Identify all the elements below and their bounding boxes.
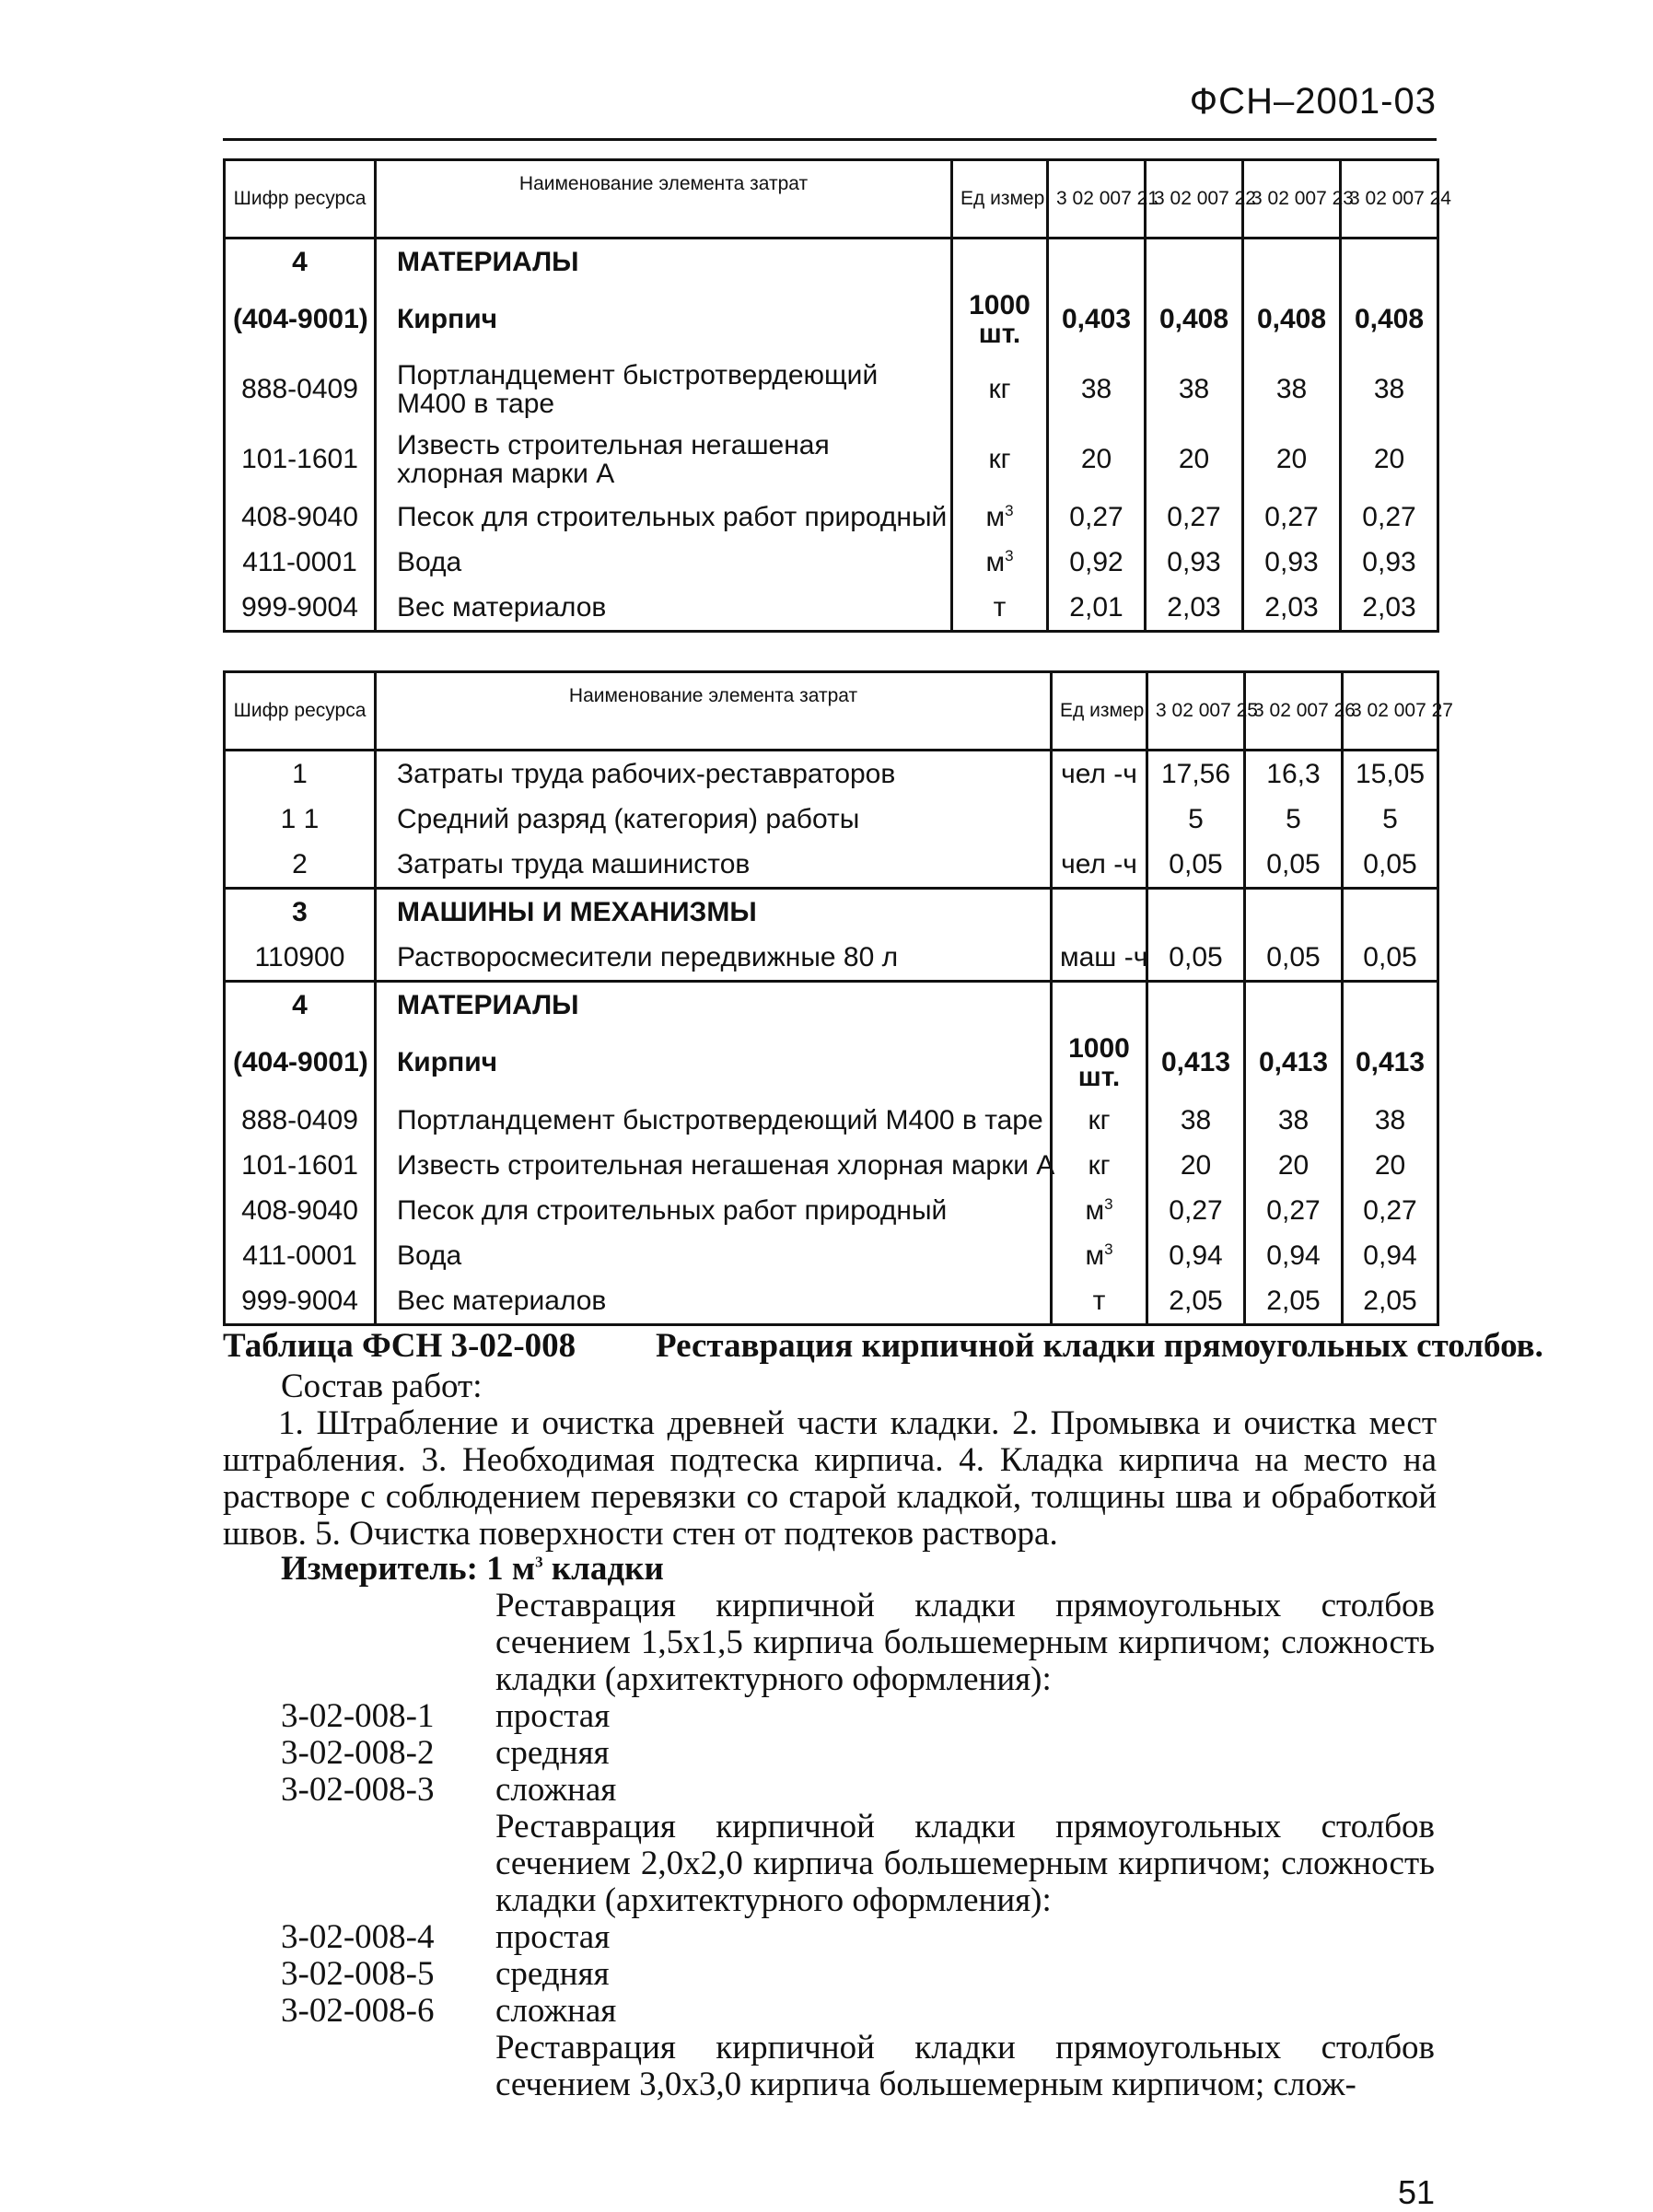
header-name: Наименование элемента затрат — [376, 160, 952, 239]
row-value: 0,408 — [1243, 285, 1341, 355]
row-value: 0,05 — [1245, 842, 1343, 889]
row-value: 2,01 — [1048, 585, 1146, 632]
row-code: 999-9004 — [225, 585, 376, 632]
row-value: 5 — [1245, 797, 1343, 842]
row-name: Портландцемент быстротвердеющий М400 в таре — [376, 355, 952, 425]
unit-superscript: 3 — [1104, 1240, 1113, 1258]
row-code: 4 — [225, 982, 376, 1029]
row-code: (404-9001) — [225, 285, 376, 355]
row-unit: чел -ч — [1052, 842, 1147, 889]
row-value: 0,27 — [1243, 495, 1341, 540]
measure-label: Измеритель: 1 м — [281, 1550, 536, 1588]
row-value — [1243, 239, 1341, 285]
item-name: сложная — [495, 1992, 617, 2030]
row-value — [1245, 982, 1343, 1029]
row-value — [1343, 982, 1438, 1029]
row-value: 0,27 — [1147, 1188, 1245, 1233]
composition-label: Состав работ: — [281, 1368, 483, 1405]
page-number: 51 — [1398, 2173, 1436, 2211]
unit-superscript: 3 — [1104, 1194, 1113, 1213]
unit-text: м — [1085, 1240, 1105, 1271]
row-name: МАШИНЫ И МЕХАНИЗМЫ — [376, 889, 1052, 936]
row-value — [1343, 889, 1438, 936]
row-unit — [952, 540, 1048, 585]
row-value: 2,05 — [1245, 1278, 1343, 1325]
row-unit: 1000 шт. — [952, 285, 1048, 355]
row-value: 0,05 — [1343, 842, 1438, 889]
table-row — [225, 982, 1438, 1029]
table-header-row — [225, 160, 1438, 239]
row-code: 411-0001 — [225, 540, 376, 585]
table-header-row — [225, 672, 1438, 751]
row-value: 0,05 — [1343, 935, 1438, 982]
row-code: 2 — [225, 842, 376, 889]
row-unit: кг — [952, 425, 1048, 495]
measure-line — [281, 1551, 664, 1588]
row-code: 1 — [225, 751, 376, 797]
table-row — [225, 935, 1438, 982]
table-row — [225, 495, 1438, 540]
resource-table-1 — [223, 158, 1451, 633]
description-1: Реставрация кирпичной кладки прямоугольных столбов сечением 1,5х1,5 кирпича большемерным кирпичом; сложность кладки (архитектурного оформления): — [495, 1587, 1435, 1698]
header-col: 3 02 007 21 — [1048, 160, 1146, 239]
table-title — [223, 1326, 1543, 1366]
header-rule — [223, 138, 1437, 141]
item-name: сложная — [495, 1771, 617, 1809]
row-name: МАТЕРИАЛЫ — [376, 239, 952, 285]
row-name: Известь строительная негашеная хлорная марки А — [376, 425, 952, 495]
description-2: Реставрация кирпичной кладки прямоугольных столбов сечением 2,0х2,0 кирпича большемерным кирпичом; сложность кладки (архитектурного оформления): — [495, 1808, 1435, 1919]
row-code: 408-9040 — [225, 1188, 376, 1233]
row-unit — [952, 495, 1048, 540]
row-value: 0,94 — [1245, 1233, 1343, 1278]
item-name: средняя — [495, 1734, 610, 1772]
row-value: 38 — [1343, 1098, 1438, 1143]
row-code: (404-9001) — [225, 1028, 376, 1098]
row-code: 1 1 — [225, 797, 376, 842]
row-value: 0,413 — [1245, 1028, 1343, 1098]
row-unit: кг — [1052, 1098, 1147, 1143]
row-value: 2,05 — [1343, 1278, 1438, 1325]
row-name: Вес материалов — [376, 1278, 1052, 1325]
row-unit: маш -ч — [1052, 935, 1147, 982]
table-row — [225, 355, 1438, 425]
row-value: 20 — [1343, 1143, 1438, 1188]
row-name: Растворосмесители передвижные 80 л — [376, 935, 1052, 982]
row-value: 5 — [1343, 797, 1438, 842]
table-row — [225, 1278, 1438, 1325]
row-value: 38 — [1048, 355, 1146, 425]
row-value: 2,03 — [1243, 585, 1341, 632]
row-name: Песок для строительных работ природный — [376, 495, 952, 540]
item-code: 3-02-008-5 — [281, 1955, 435, 1993]
row-code: 4 — [225, 239, 376, 285]
row-value: 20 — [1341, 425, 1438, 495]
header-unit: Ед измер — [952, 160, 1048, 239]
row-name: Кирпич — [376, 285, 952, 355]
header-col: 3 02 007 25 — [1147, 672, 1245, 751]
row-unit — [1052, 889, 1147, 936]
row-value: 0,27 — [1245, 1188, 1343, 1233]
row-name: Кирпич — [376, 1028, 1052, 1098]
row-value — [1147, 889, 1245, 936]
item-code: 3-02-008-1 — [281, 1697, 435, 1735]
unit-text: м — [985, 546, 1006, 577]
row-value: 38 — [1245, 1098, 1343, 1143]
document-code: ФСН–2001-03 — [1189, 81, 1437, 122]
item-name: простая — [495, 1697, 611, 1735]
row-value: 15,05 — [1343, 751, 1438, 797]
table-row — [225, 1143, 1438, 1188]
item-code: 3-02-008-3 — [281, 1771, 435, 1809]
item-code: 3-02-008-6 — [281, 1992, 435, 2030]
row-value — [1146, 239, 1243, 285]
row-value: 5 — [1147, 797, 1245, 842]
header-code: Шифр ресурса — [225, 672, 376, 751]
row-value: 0,05 — [1147, 935, 1245, 982]
row-value: 0,27 — [1343, 1188, 1438, 1233]
row-name: Вода — [376, 1233, 1052, 1278]
row-unit — [952, 239, 1048, 285]
measure-superscript: 3 — [535, 1553, 543, 1571]
row-name: МАТЕРИАЛЫ — [376, 982, 1052, 1029]
row-code: 110900 — [225, 935, 376, 982]
row-name: Портландцемент быстротвердеющий М400 в таре — [376, 1098, 1052, 1143]
row-value: 0,27 — [1341, 495, 1438, 540]
row-value: 0,413 — [1147, 1028, 1245, 1098]
table-row — [225, 842, 1438, 889]
row-value: 20 — [1146, 425, 1243, 495]
header-unit: Ед измер — [1052, 672, 1147, 751]
unit-superscript: 3 — [1005, 546, 1014, 565]
row-value: 0,93 — [1146, 540, 1243, 585]
row-name: Средний разряд (категория) работы — [376, 797, 1052, 842]
row-value: 0,408 — [1146, 285, 1243, 355]
row-value: 20 — [1147, 1143, 1245, 1188]
description-3: Реставрация кирпичной кладки прямоугольных столбов сечением 3,0х3,0 кирпича большемерным кирпичом; слож- — [495, 2029, 1435, 2103]
row-name: Затраты труда машинистов — [376, 842, 1052, 889]
row-unit: т — [1052, 1278, 1147, 1325]
row-name: Известь строительная негашеная хлорная марки А — [376, 1143, 1052, 1188]
header-col: 3 02 007 22 — [1146, 160, 1243, 239]
row-value: 38 — [1341, 355, 1438, 425]
row-value: 2,05 — [1147, 1278, 1245, 1325]
row-name: Песок для строительных работ природный — [376, 1188, 1052, 1233]
row-value: 0,05 — [1245, 935, 1343, 982]
row-value: 2,03 — [1341, 585, 1438, 632]
row-value: 0,27 — [1048, 495, 1146, 540]
row-value: 20 — [1245, 1143, 1343, 1188]
row-unit: 1000 шт. — [1052, 1028, 1147, 1098]
row-value: 0,94 — [1147, 1233, 1245, 1278]
row-value: 0,93 — [1243, 540, 1341, 585]
row-unit: чел -ч — [1052, 751, 1147, 797]
item-code: 3-02-008-2 — [281, 1734, 435, 1772]
row-value — [1341, 239, 1438, 285]
row-value: 0,27 — [1146, 495, 1243, 540]
row-value: 38 — [1147, 1098, 1245, 1143]
table-row — [225, 1098, 1438, 1143]
row-value: 38 — [1146, 355, 1243, 425]
header-code: Шифр ресурса — [225, 160, 376, 239]
unit-text: м — [985, 501, 1006, 532]
table-row — [225, 425, 1438, 495]
table-row — [225, 239, 1438, 285]
table-row — [225, 1028, 1438, 1098]
row-value — [1048, 239, 1146, 285]
header-col: 3 02 007 26 — [1245, 672, 1343, 751]
row-value: 0,408 — [1341, 285, 1438, 355]
row-unit — [1052, 1233, 1147, 1278]
row-value — [1245, 889, 1343, 936]
row-value: 20 — [1048, 425, 1146, 495]
table-row — [225, 797, 1438, 842]
unit-text: м — [1085, 1194, 1105, 1226]
header-col: 3 02 007 23 — [1243, 160, 1341, 239]
row-value: 17,56 — [1147, 751, 1245, 797]
row-unit: кг — [1052, 1143, 1147, 1188]
row-value — [1147, 982, 1245, 1029]
table-name: Реставрация кирпичной кладки прямоугольных столбов. — [656, 1327, 1543, 1365]
resource-table-2 — [223, 670, 1453, 1326]
row-code: 411-0001 — [225, 1233, 376, 1278]
row-code: 3 — [225, 889, 376, 936]
row-value: 0,413 — [1343, 1028, 1438, 1098]
row-value: 16,3 — [1245, 751, 1343, 797]
item-name: простая — [495, 1918, 611, 1956]
row-code: 101-1601 — [225, 1143, 376, 1188]
item-code: 3-02-008-4 — [281, 1918, 435, 1956]
row-unit — [1052, 797, 1147, 842]
header-col: 3 02 007 27 — [1343, 672, 1438, 751]
measure-suffix: кладки — [542, 1550, 664, 1588]
header-name: Наименование элемента затрат — [376, 672, 1052, 751]
header-col: 3 02 007 24 — [1341, 160, 1438, 239]
row-value: 0,93 — [1341, 540, 1438, 585]
table-row — [225, 585, 1438, 632]
row-name: Вес материалов — [376, 585, 952, 632]
table-row — [225, 889, 1438, 936]
row-unit — [1052, 982, 1147, 1029]
row-value: 0,403 — [1048, 285, 1146, 355]
table-row — [225, 540, 1438, 585]
unit-superscript: 3 — [1005, 501, 1014, 519]
table-row — [225, 1233, 1438, 1278]
row-value: 2,03 — [1146, 585, 1243, 632]
composition-text: 1. Штрабление и очистка древней части кладки. 2. Промывка и очистка мест штрабления. 3. Необходимая подтеска кирпича. 4. Кладка кирпича на место на растворе с соблюдением перевязки со старой кладкой, толщины шва и обработкой швов. 5. Очистка поверхности стен от подтеков раствора. — [223, 1404, 1437, 1553]
row-unit: т — [952, 585, 1048, 632]
row-value: 0,94 — [1343, 1233, 1438, 1278]
row-name: Вода — [376, 540, 952, 585]
item-name: средняя — [495, 1955, 610, 1993]
row-value: 38 — [1243, 355, 1341, 425]
row-name: Затраты труда рабочих-реставраторов — [376, 751, 1052, 797]
table-row — [225, 285, 1438, 355]
row-code: 101-1601 — [225, 425, 376, 495]
row-code: 888-0409 — [225, 1098, 376, 1143]
row-code: 408-9040 — [225, 495, 376, 540]
row-unit — [1052, 1188, 1147, 1233]
row-unit: кг — [952, 355, 1048, 425]
table-row — [225, 1188, 1438, 1233]
row-code: 888-0409 — [225, 355, 376, 425]
row-value: 0,05 — [1147, 842, 1245, 889]
row-code: 999-9004 — [225, 1278, 376, 1325]
table-label: Таблица ФСН 3-02-008 — [223, 1327, 576, 1365]
row-value: 0,92 — [1048, 540, 1146, 585]
table-row — [225, 751, 1438, 797]
row-value: 20 — [1243, 425, 1341, 495]
